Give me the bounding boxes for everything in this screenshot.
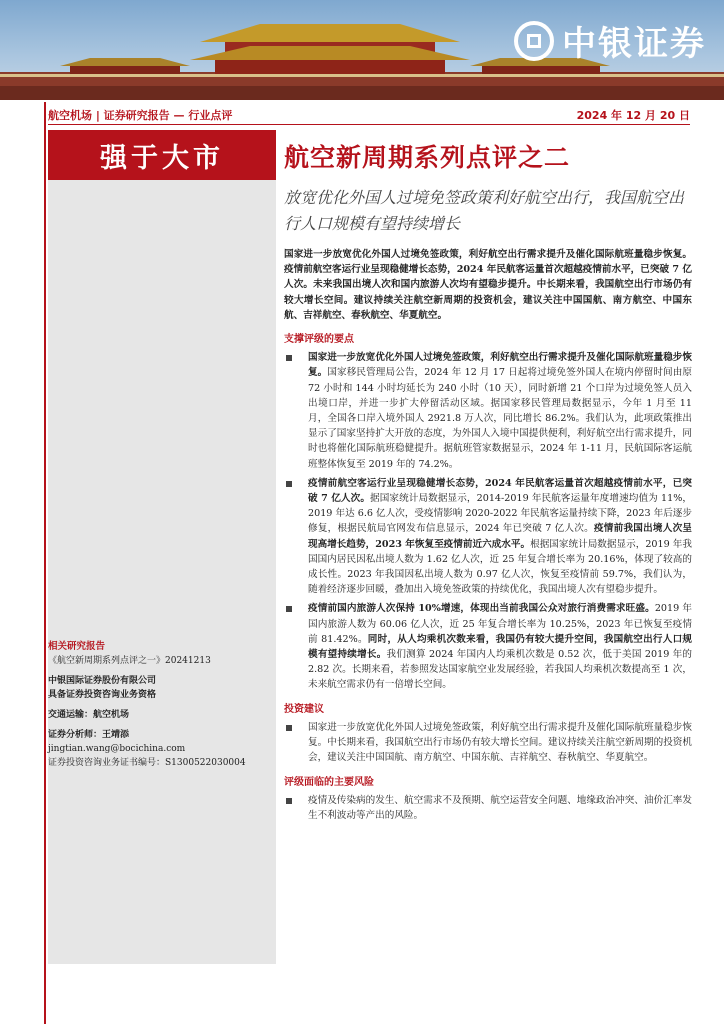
- report-category: 航空机场 | 证券研究报告 — 行业点评: [48, 109, 233, 122]
- report-subheader: [48, 104, 690, 124]
- list-item: 国家进一步放宽优化外国人过境免签政策，利好航空出行需求提升及催化国际航班量稳步恢复。国家移民管理局公告，2024 年 12 月 17 日起将过境免签外国人在境内停留时间由原 72 小时和 144 小时均延长为 240 小时（10 天），同时新增 21 个口岸为过境免签人员入出境口岸，并进一步扩大停留活动区域。据国家移民管理局数据显示，今年 1 月至 11 月，全国各口岸入境外国人 2921.8 万人次，同比增长 86.2%。我们认为，此项政策推出显示了国家坚持扩大开放的态度，为外国人入境中国提供便利，利好航空出行需求提升，同时也将催化国际航班稳健提升。据航班管家数据显示，2024 年 1-11 月，民航国际客运航班整体恢复至 2019 年的 74.2%。: [284, 350, 692, 472]
- header-divider: [48, 124, 690, 125]
- bullet-icon: [286, 606, 292, 612]
- industry-label: 交通运输：航空机场: [48, 710, 130, 720]
- list-item: 国家进一步放宽优化外国人过境免签政策，利好航空出行需求提升及催化国际航班量稳步恢复。中长期来看，我国航空出行市场仍有较大增长空间。建议持续关注航空新周期的投资机会，建议关注中国国航、南方航空、中国东航、吉祥航空、春秋航空、华夏航空。: [284, 720, 692, 766]
- bullet-icon: [286, 798, 292, 804]
- company-logo: [514, 16, 706, 65]
- bullet-icon: [286, 355, 292, 361]
- bullet-icon: [286, 725, 292, 731]
- license-text: 具备证券投资咨询业务资格: [48, 690, 157, 700]
- bullet-icon: [286, 481, 292, 487]
- main-content: [284, 247, 692, 827]
- rating-badge: 强于大市: [48, 130, 276, 180]
- rating-points-heading: 支撑评级的要点: [284, 334, 354, 346]
- related-report-item[interactable]: 《航空新周期系列点评之一》20241213: [48, 656, 211, 666]
- investment-advice-heading: 投资建议: [284, 703, 324, 715]
- certificate-number: 证券投资咨询业务证书编号：S1300522030004: [48, 758, 246, 768]
- analyst-name: 证券分析师：王靖添: [48, 730, 130, 740]
- sidebar-panel: [48, 180, 276, 964]
- report-date: 2024 年 12 月 20 日: [576, 109, 690, 122]
- report-subtitle: 放宽优化外国人过境免签政策利好航空出行，我国航空出行人口规模有望持续增长: [284, 188, 685, 233]
- list-item: 疫情前国内旅游人次保持 10%增速，体现出当前我国公众对旅行消费需求旺盛。2019 年国内旅游人数为 60.06 亿人次，近 25 年复合增长率为 10.25%，2023 年已恢复至疫情前 81.42%。同时，从人均乘机次数来看，我国仍有较大提升空间，我国航空出行人口规模有望持续增长。我们测算 2024 年国内人均乘机次数是 0.52 次，低于美国 2019 年的 2.82 次。长期来看，若参照发达国家航空业发展经验，若我国人均乘机次数提高至 1 次，未来航空需求仍有一倍增长空间。: [284, 601, 692, 692]
- related-reports-heading: 相关研究报告: [48, 641, 106, 652]
- left-accent-line: [44, 102, 46, 1024]
- analyst-email[interactable]: jingtian.wang@bocichina.com: [48, 744, 186, 754]
- report-title: 航空新周期系列点评之二: [284, 143, 571, 172]
- risk-heading: 评级面临的主要风险: [284, 776, 374, 788]
- company-name: 中银国际证券股份有限公司: [48, 676, 157, 686]
- header-banner: [0, 0, 724, 100]
- summary-paragraph: 国家进一步放宽优化外国人过境免签政策，利好航空出行需求提升及催化国际航班量稳步恢复。疫情前航空客运行业呈现稳健增长态势，2024 年民航客运量首次超越疫情前水平，已突破 7 亿人次。未来我国出境人次和国内旅游人次均有望稳步提升。中长期来看，我国航空出行市场仍有较大增长空间。建议持续关注航空新周期的投资机会，建议关注中国国航、南方航空、中国东航、吉祥航空、春秋航空、华夏航空。: [284, 249, 692, 321]
- list-item: 疫情前航空客运行业呈现稳健增长态势，2024 年民航客运量首次超越疫情前水平，已突破 7 亿人次。据国家统计局数据显示，2014-2019 年民航客运量年度增速均值为 11%，2019 年达 6.6 亿人次，受疫情影响 2020-2022 年民航客运量持续下降，2023 年后逐步修复，根据民航局官网发布信息显示，2024 年已突破 7 亿人次。疫情前我国出境人次呈现高增长趋势，2023 年恢复至疫情前近六成水平。根据国家统计局数据显示，2019 年我国国内居民因私出境人数为 1.62 亿人次，近 25 年复合增长率为 20.16%，体现了较高的成长性。2023 年我国因私出境人数为 0.97 亿人次，恢复至疫情前 59.7%，我们认为，随着经济逐步回暖，叠加出入境免签政策的持续优化，我国出境人次有望稳步提升。: [284, 476, 692, 598]
- list-item: 疫情及传染病的发生、航空需求不及预期、航空运营安全问题、地缘政治冲突、油价汇率发生不利波动等产出的风险。: [284, 793, 692, 823]
- logo-text: 中银证券: [562, 24, 706, 64]
- bank-logo-icon: [514, 21, 554, 61]
- sidebar-info: [48, 640, 278, 770]
